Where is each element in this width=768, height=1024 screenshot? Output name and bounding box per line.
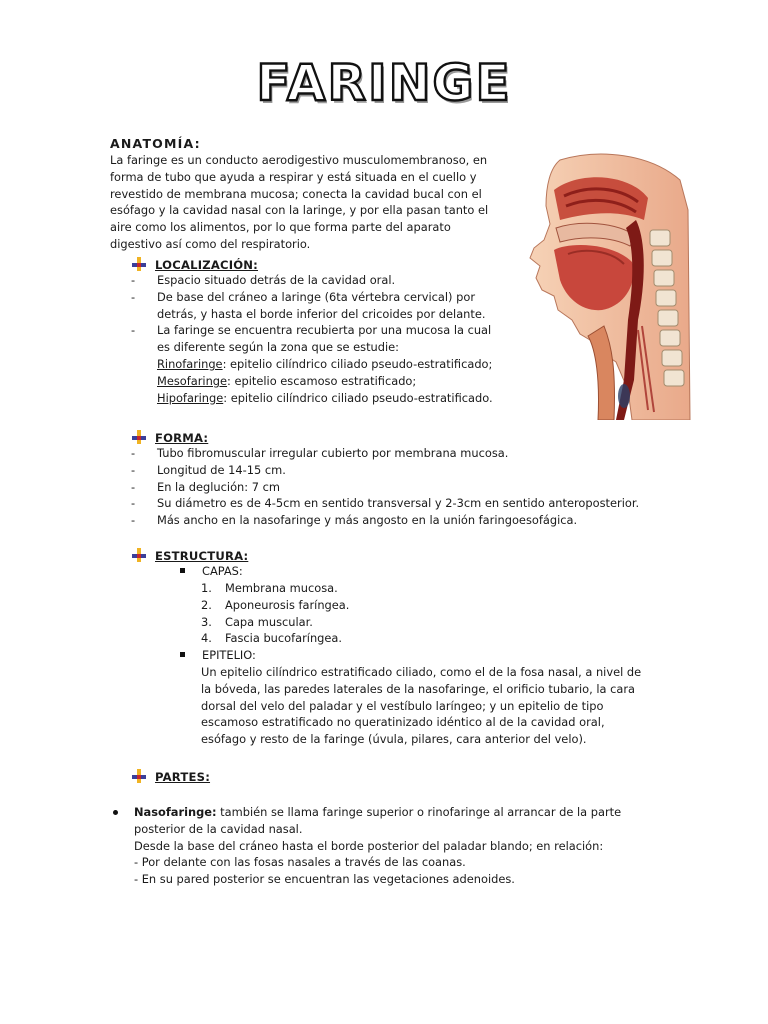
- epitelio-mesofaringe: Mesofaringe: epitelio escamoso estratificado;: [157, 373, 417, 388]
- anatomia-line: revestido de membrana mucosa; conecta la cavidad bucal con el: [110, 186, 482, 201]
- anatomia-line: forma de tubo que ayuda a respirar y está situada en el cuello y: [110, 169, 477, 184]
- document-title: FARINGE: [256, 54, 512, 112]
- nasofaringe-line: posterior de la cavidad nasal.: [134, 821, 303, 836]
- list-item: 1. Membrana mucosa.: [201, 581, 338, 595]
- list-item: - La faringe se encuentra recubierta por una mucosa la cual: [131, 323, 492, 338]
- estructura-section-head: [131, 545, 248, 564]
- pharynx-sagittal-illustration: [520, 150, 692, 420]
- capas-label-row: [180, 563, 243, 580]
- capas-label: CAPAS:: [202, 564, 243, 578]
- anatomia-line: aire como los alimentos, por lo que forma parte del aparato: [110, 220, 451, 235]
- epitelio-line: escamoso estratificado no queratinizado idéntico al de la cavidad oral,: [201, 715, 605, 730]
- anatomia-heading: ANATOMÍA:: [110, 136, 201, 151]
- anatomia-line: La faringe es un conducto aerodigestivo musculomembranoso, en: [110, 153, 488, 167]
- square-bullet-icon: [180, 652, 185, 657]
- square-bullet-icon: [180, 568, 185, 573]
- partes-section-head: [131, 766, 210, 785]
- partes-heading: PARTES:: [155, 770, 211, 784]
- anatomia-line: digestivo así como del respiratorio.: [110, 236, 311, 251]
- anatomia-line: esófago y la cavidad nasal con la laringe, y por ella pasan tanto el: [110, 203, 489, 218]
- localizacion-list: [131, 272, 511, 406]
- round-bullet-icon: [113, 810, 118, 815]
- anatomia-paragraph: [110, 152, 505, 253]
- localizacion-heading: LOCALIZACIÓN:: [155, 258, 259, 272]
- list-item: 3. Capa muscular.: [201, 614, 313, 629]
- list-item: - Longitud de 14-15 cm.: [131, 462, 286, 477]
- pin-bullet-icon: [131, 769, 147, 783]
- epitelio-rinofaringe: Rinofaringe: epitelio cilíndrico ciliado pseudo-estratificado;: [157, 356, 493, 371]
- pin-bullet-icon: [131, 430, 147, 444]
- epitelio-line: dorsal del velo del paladar y el vestíbulo laríngeo; y un epitelio de tipo: [201, 698, 604, 713]
- capas-list: [201, 580, 349, 647]
- pin-bullet-icon: [131, 257, 147, 271]
- forma-list: [131, 445, 691, 529]
- list-item: 2. Aponeurosis faríngea.: [201, 597, 350, 612]
- nasofaringe-block: [113, 804, 658, 888]
- epitelio-paragraph: [201, 664, 657, 748]
- list-item: - Más ancho en la nasofaringe y más angosto en la unión faringoesofágica.: [131, 513, 578, 528]
- epitelio-label-row: [180, 647, 256, 664]
- epitelio-line: la bóveda, las paredes laterales de la nasofaringe, el orificio tubario, la cara: [201, 681, 636, 696]
- nasofaringe-term: Nasofaringe:: [134, 805, 217, 819]
- list-item: - De base del cráneo a laringe (6ta vértebra cervical) por: [131, 289, 476, 304]
- pin-bullet-icon: [131, 548, 147, 562]
- nasofaringe-line: - Por delante con las fosas nasales a través de las coanas.: [134, 855, 466, 870]
- epitelio-line: esófago y resto de la faringe (úvula, pilares, cara anterior del velo).: [201, 732, 587, 747]
- list-item: - En la deglución: 7 cm: [131, 479, 280, 494]
- nasofaringe-first-line: Nasofaringe: también se llama faringe superior o rinofaringe al arrancar de la parte: [134, 805, 622, 819]
- estructura-heading: ESTRUCTURA:: [155, 549, 249, 563]
- list-item: detrás, y hasta el borde inferior del cricoides por delante.: [157, 306, 486, 321]
- localizacion-section-head: [131, 254, 258, 273]
- list-item: - Espacio situado detrás de la cavidad oral.: [131, 273, 396, 287]
- forma-section-head: [131, 427, 208, 446]
- list-item: - Su diámetro es de 4-5cm en sentido transversal y 2-3cm en sentido anteroposterior.: [131, 496, 640, 511]
- nasofaringe-line: - En su pared posterior se encuentran las vegetaciones adenoides.: [134, 872, 515, 887]
- forma-heading: FORMA:: [155, 431, 209, 445]
- nasofaringe-line: Desde la base del cráneo hasta el borde posterior del paladar blando; en relación:: [134, 838, 604, 853]
- list-item: 4. Fascia bucofaríngea.: [201, 631, 343, 646]
- list-item: - Tubo fibromuscular irregular cubierto por membrana mucosa.: [131, 446, 509, 460]
- epitelio-hipofaringe: Hipofaringe: epitelio cilíndrico ciliado pseudo-estratificado.: [157, 390, 493, 405]
- epitelio-label: EPITELIO:: [202, 648, 256, 662]
- list-item: es diferente según la zona que se estudie:: [157, 340, 400, 355]
- epitelio-line: Un epitelio cilíndrico estratificado ciliado, como el de la fosa nasal, a nivel de: [201, 665, 642, 679]
